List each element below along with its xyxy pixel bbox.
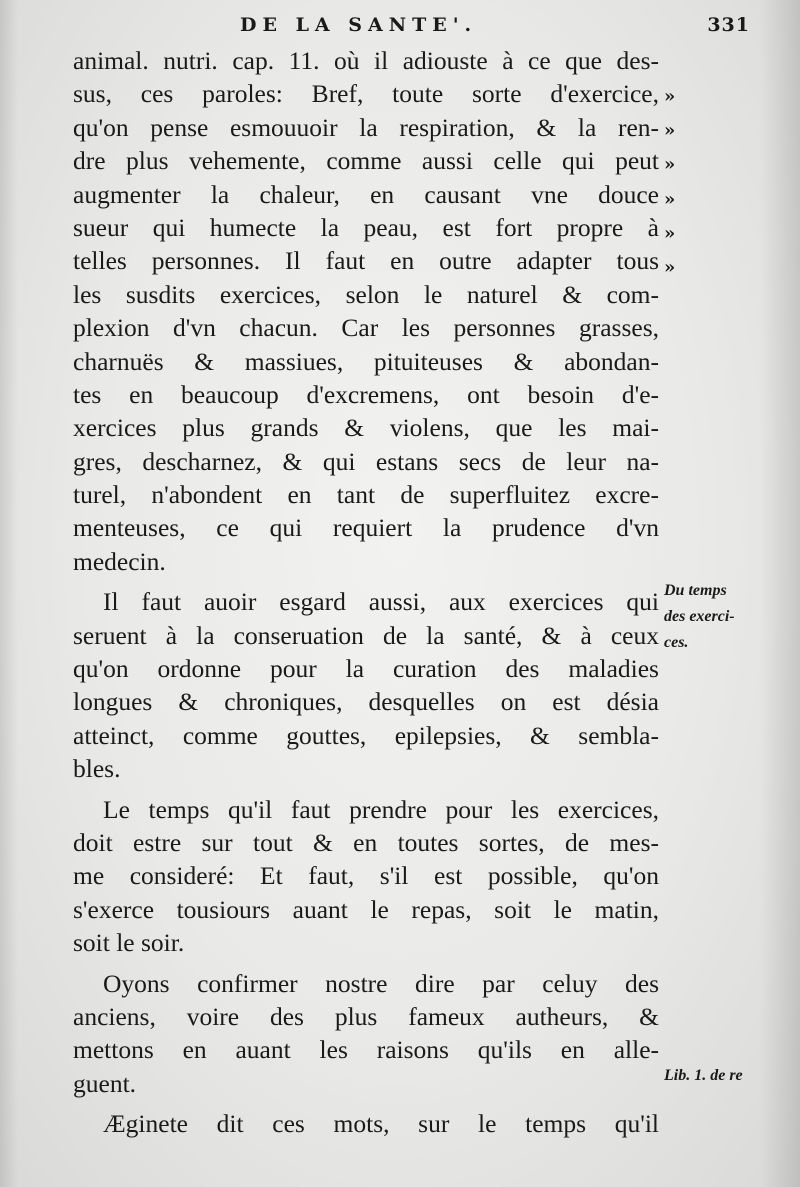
text-line: charnuës & massiues, pituiteuses & abondan- — [73, 346, 659, 376]
page-number: 331 — [707, 14, 750, 36]
text-line: augmenter la chaleur, en causant vne douce — [73, 179, 659, 209]
text-line: bles. — [73, 754, 121, 784]
paragraph-2 — [73, 585, 659, 785]
text-line: qu'on ordonne pour la curation des maladies — [73, 654, 659, 684]
quote-mark: » — [664, 154, 676, 176]
text-line: xercices plus grands & violens, que les mai- — [73, 413, 659, 443]
paragraph-5 — [73, 1107, 659, 1140]
text-line: atteinct, comme gouttes, epilepsies, & sembla- — [73, 720, 659, 750]
marginal-line: ces. — [664, 634, 689, 651]
text-line: soit le soir. — [73, 928, 185, 958]
text-line: longues & chroniques, desquelles on est désia — [73, 687, 659, 717]
text-line: guent. — [73, 1068, 137, 1098]
text-line: telles personnes. Il faut en outre adapter tous — [73, 246, 659, 276]
text-line: Il faut auoir esgard aussi, aux exercices qui — [103, 587, 659, 617]
text-line: mettons en auant les raisons qu'ils en alle- — [73, 1035, 659, 1065]
paragraph-4 — [73, 967, 659, 1101]
text-line: Oyons confirmer nostre dire par celuy des — [103, 968, 659, 998]
text-line: me consideré: Et faut, s'il est possible, qu'on — [73, 861, 659, 891]
marginal-note-reference — [664, 1063, 774, 1089]
text-line: dre plus vehemente, comme aussi celle qui peut — [73, 146, 659, 176]
text-line: animal. nutri. cap. 11. où il adiouste à ce que des- — [73, 46, 659, 75]
text-line: turel, n'abondent en tant de superfluitez excre- — [73, 480, 659, 510]
marginal-line: Lib. 1. de re — [664, 1067, 743, 1084]
text-line: menteuses, ce qui requiert la prudence d'vn — [73, 513, 659, 543]
text-line: s'exerce tousiours auant le repas, soit le matin, — [73, 894, 659, 924]
body-text — [73, 44, 659, 1141]
paragraph-1 — [73, 44, 659, 578]
marginal-line: des exerci- — [664, 608, 735, 625]
text-line: medecin. — [73, 546, 166, 576]
text-line: tes en beaucoup d'excremens, ont besoin d'e- — [73, 379, 659, 409]
quotation-marks-column — [664, 80, 694, 285]
text-line: plexion d'vn chacun. Car les personnes grasses, — [73, 313, 659, 343]
text-line: les susdits exercices, selon le naturel & com- — [73, 279, 659, 309]
quote-mark: » — [664, 222, 676, 244]
text-line: seruent à la conseruation de la santé, & à ceux — [73, 620, 659, 650]
text-line: Le temps qu'il faut prendre pour les exercices, — [103, 794, 659, 824]
text-line: doit estre sur tout & en toutes sortes, de mes- — [73, 827, 659, 857]
marginal-line: Du temps — [664, 582, 727, 599]
text-line: qu'on pense esmouuoir la respiration, & la ren- — [73, 112, 659, 142]
quote-mark: » — [664, 256, 676, 278]
text-line: sueur qui humecte la peau, est fort propre à — [73, 212, 659, 242]
page-header — [240, 10, 750, 42]
text-line: Æginete dit ces mots, sur le temps qu'il — [103, 1109, 659, 1139]
paragraph-3 — [73, 793, 659, 960]
text-line: sus, ces paroles: Bref, toute sorte d'exercice, — [73, 79, 659, 109]
quote-mark: » — [664, 86, 676, 107]
page-shadow-left — [0, 0, 18, 1187]
text-line: gres, descharnez, & qui estans secs de leur na- — [73, 446, 659, 476]
running-title: DE LA SANTE'. — [240, 14, 478, 36]
text-line: anciens, voire des plus fameux autheurs, & — [73, 1001, 659, 1031]
marginal-note-du-temps — [664, 578, 774, 656]
quote-mark: » — [664, 120, 676, 142]
quote-mark: » — [664, 188, 676, 210]
